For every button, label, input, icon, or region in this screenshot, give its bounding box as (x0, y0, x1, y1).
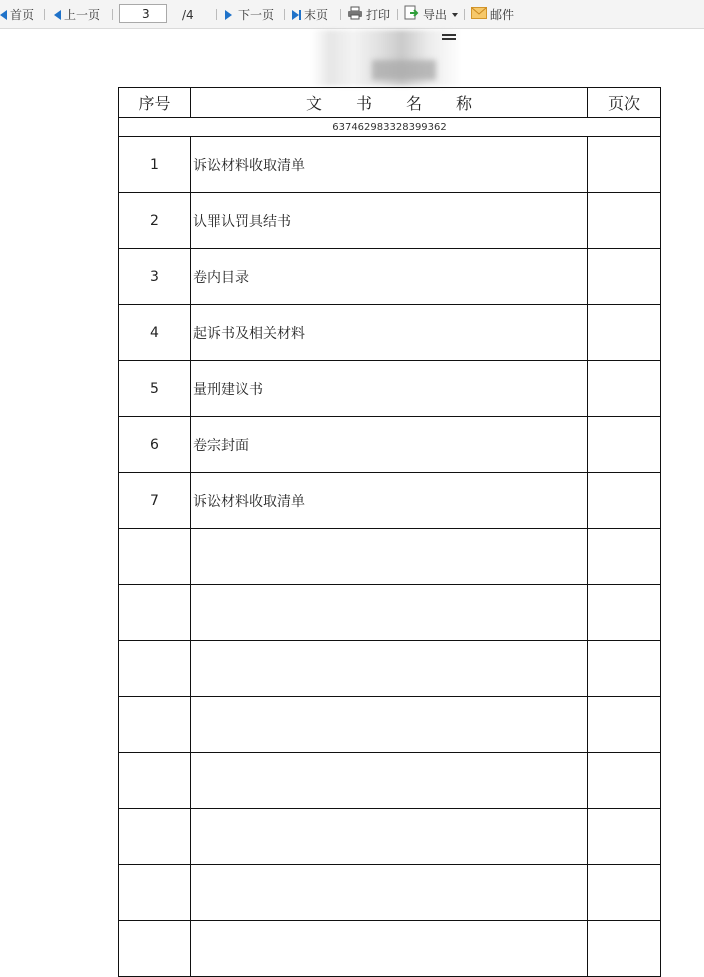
row-document-name: 量刑建议书 (191, 361, 588, 417)
table-row (119, 417, 661, 473)
dropdown-caret-icon (452, 13, 458, 17)
row-seq (119, 809, 191, 865)
next-page-icon (225, 10, 232, 20)
export-button[interactable] (404, 0, 458, 29)
row-document-name: 卷内目录 (191, 249, 588, 305)
row-pages (588, 249, 661, 305)
row-document-name (191, 697, 588, 753)
row-document-name (191, 865, 588, 921)
table-row (119, 305, 661, 361)
document-index-table (118, 87, 661, 977)
row-seq: 7 (119, 473, 191, 529)
table-row (119, 697, 661, 753)
row-seq: 5 (119, 361, 191, 417)
row-pages (588, 641, 661, 697)
row-document-name: 诉讼材料收取清单 (191, 137, 588, 193)
table-row (119, 529, 661, 585)
row-pages (588, 361, 661, 417)
prev-page-icon (54, 10, 61, 20)
header-seq: 序号 (119, 88, 191, 118)
table-row (119, 473, 661, 529)
row-pages (588, 753, 661, 809)
first-page-icon (0, 10, 7, 20)
header-document-name: 文书名称 (191, 88, 588, 118)
row-document-name (191, 921, 588, 977)
page-total: /4 (182, 7, 194, 22)
row-seq (119, 865, 191, 921)
toolbar-divider (216, 9, 217, 20)
row-pages (588, 529, 661, 585)
row-pages (588, 697, 661, 753)
toolbar-divider (44, 9, 45, 20)
next-page-label: 下一页 (238, 8, 275, 22)
table-row (119, 249, 661, 305)
row-seq: 6 (119, 417, 191, 473)
row-seq (119, 697, 191, 753)
toolbar-divider (284, 9, 285, 20)
mail-label: 邮件 (490, 8, 515, 22)
table-row (119, 753, 661, 809)
header-pages: 页次 (588, 88, 661, 118)
mail-button[interactable] (471, 0, 514, 29)
table-row (119, 193, 661, 249)
row-seq (119, 641, 191, 697)
first-page-button[interactable] (0, 0, 34, 29)
row-document-name (191, 585, 588, 641)
table-row (119, 641, 661, 697)
row-seq: 1 (119, 137, 191, 193)
row-seq: 4 (119, 305, 191, 361)
page-number-input[interactable] (119, 4, 167, 23)
row-document-name (191, 641, 588, 697)
toolbar-divider (397, 9, 398, 20)
row-seq: 2 (119, 193, 191, 249)
last-page-button[interactable] (292, 0, 328, 29)
row-pages (588, 921, 661, 977)
row-pages (588, 137, 661, 193)
report-toolbar (0, 0, 704, 29)
row-seq (119, 585, 191, 641)
row-seq: 3 (119, 249, 191, 305)
table-row (119, 865, 661, 921)
row-pages (588, 305, 661, 361)
row-document-name: 诉讼材料收取清单 (191, 473, 588, 529)
table-row (119, 921, 661, 977)
case-number-row (119, 118, 661, 137)
row-pages (588, 417, 661, 473)
last-page-label: 末页 (304, 8, 329, 22)
row-pages (588, 809, 661, 865)
prev-page-button[interactable] (54, 0, 100, 29)
prev-page-label: 上一页 (64, 8, 101, 22)
row-pages (588, 193, 661, 249)
row-document-name (191, 809, 588, 865)
printer-icon (347, 6, 363, 23)
row-seq (119, 921, 191, 977)
case-number: 637462983328399362 (119, 118, 661, 137)
table-row (119, 361, 661, 417)
toolbar-divider (112, 9, 113, 20)
row-pages (588, 585, 661, 641)
table-header-row (119, 88, 661, 118)
row-pages (588, 865, 661, 921)
row-document-name: 卷宗封面 (191, 417, 588, 473)
table-body (119, 137, 661, 977)
export-label: 导出 (423, 8, 448, 22)
table-row (119, 137, 661, 193)
title-fragment (442, 34, 456, 40)
row-document-name: 认罪认罚具结书 (191, 193, 588, 249)
row-document-name (191, 753, 588, 809)
row-seq (119, 529, 191, 585)
first-page-label: 首页 (10, 8, 35, 22)
row-seq (119, 753, 191, 809)
table-row (119, 585, 661, 641)
row-pages (588, 473, 661, 529)
table-row (119, 809, 661, 865)
toolbar-divider (464, 9, 465, 20)
row-document-name: 起诉书及相关材料 (191, 305, 588, 361)
last-page-icon (292, 10, 301, 20)
redacted-title-blur-dark (372, 60, 436, 80)
toolbar-divider (340, 9, 341, 20)
print-label: 打印 (366, 8, 391, 22)
export-icon (404, 5, 420, 24)
row-document-name (191, 529, 588, 585)
print-button[interactable] (347, 0, 390, 29)
next-page-button[interactable] (225, 0, 274, 29)
mail-icon (471, 7, 487, 22)
